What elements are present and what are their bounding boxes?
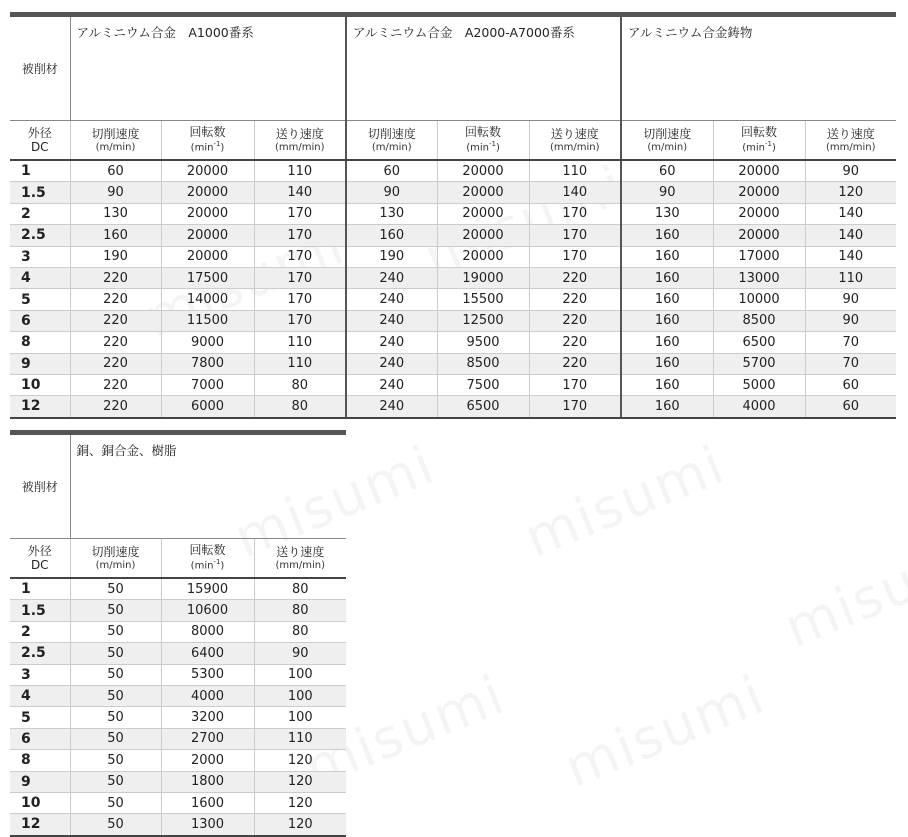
- table-row: [10, 246, 896, 267]
- speed-cell: 50: [70, 750, 161, 771]
- speed-cell: 160: [621, 246, 713, 267]
- diameter-cell: 2.5: [10, 225, 70, 246]
- diameter-cell: 2.5: [10, 643, 70, 664]
- table-row: [10, 643, 346, 664]
- speed-cell: 240: [346, 332, 437, 353]
- table-row: [10, 664, 346, 685]
- speed-cell: 50: [70, 600, 161, 621]
- material-label: 被削材: [10, 433, 70, 539]
- diameter-cell: 1.5: [10, 182, 70, 203]
- rpm-cell: 1300: [161, 814, 254, 836]
- material-group-aluminum-casting: アルミニウム合金鋳物: [621, 15, 896, 121]
- dc-header: 外径 DC: [10, 539, 70, 579]
- table-row: [10, 814, 346, 836]
- rpm-cell: 8500: [437, 353, 529, 374]
- speed-cell: 90: [346, 182, 437, 203]
- speed-cell: 50: [70, 643, 161, 664]
- feed-cell: 140: [805, 225, 896, 246]
- material-group-a2000-a7000: アルミニウム合金 A2000-A7000番系: [346, 15, 621, 121]
- speed-cell: 240: [346, 353, 437, 374]
- rpm-cell: 6400: [161, 643, 254, 664]
- speed-cell: 240: [346, 310, 437, 331]
- rpm-cell: 20000: [713, 182, 805, 203]
- speed-cell: 50: [70, 664, 161, 685]
- feed-cell: 140: [805, 246, 896, 267]
- speed-header: 切削速度 (m/min): [346, 121, 437, 161]
- dc-header: 外径 DC: [10, 121, 70, 161]
- rpm-cell: 1600: [161, 792, 254, 813]
- rpm-cell: 1800: [161, 771, 254, 792]
- rpm-cell: 20000: [713, 203, 805, 224]
- rpm-cell: 7500: [437, 374, 529, 395]
- feed-cell: 220: [529, 289, 621, 310]
- speed-cell: 160: [70, 225, 161, 246]
- feed-cell: 120: [254, 792, 346, 813]
- feed-cell: 120: [254, 814, 346, 836]
- rpm-cell: 6500: [437, 396, 529, 418]
- rpm-cell: 20000: [161, 225, 254, 246]
- diameter-cell: 9: [10, 353, 70, 374]
- feed-cell: 90: [805, 289, 896, 310]
- feed-cell: 170: [529, 203, 621, 224]
- speed-cell: 240: [346, 396, 437, 418]
- speed-cell: 160: [621, 289, 713, 310]
- speed-cell: 50: [70, 621, 161, 642]
- feed-cell: 170: [529, 396, 621, 418]
- feed-cell: 80: [254, 600, 346, 621]
- rpm-cell: 15500: [437, 289, 529, 310]
- speed-cell: 60: [621, 160, 713, 182]
- feed-cell: 170: [529, 246, 621, 267]
- table-row: [10, 396, 896, 418]
- diameter-cell: 6: [10, 728, 70, 749]
- feed-cell: 80: [254, 578, 346, 600]
- rpm-cell: 3200: [161, 707, 254, 728]
- feed-cell: 110: [529, 160, 621, 182]
- speed-cell: 50: [70, 814, 161, 836]
- speed-cell: 240: [346, 267, 437, 288]
- speed-cell: 220: [70, 353, 161, 374]
- speed-cell: 160: [346, 225, 437, 246]
- speed-header: 切削速度 (m/min): [70, 121, 161, 161]
- watermark-text: [556, 663, 774, 800]
- table-row: [10, 792, 346, 813]
- table-row: [10, 289, 896, 310]
- diameter-cell: 9: [10, 771, 70, 792]
- speed-cell: 160: [621, 310, 713, 331]
- rpm-cell: 13000: [713, 267, 805, 288]
- column-header-row: [10, 539, 346, 579]
- rpm-cell: 5300: [161, 664, 254, 685]
- rpm-cell: 2000: [161, 750, 254, 771]
- cutting-conditions-table-aluminum: [10, 12, 896, 419]
- feed-cell: 170: [254, 246, 346, 267]
- diameter-cell: 6: [10, 310, 70, 331]
- diameter-cell: 2: [10, 621, 70, 642]
- rpm-cell: 20000: [161, 182, 254, 203]
- rpm-cell: 6500: [713, 332, 805, 353]
- watermark-text: [516, 433, 734, 570]
- rpm-cell: 20000: [161, 203, 254, 224]
- speed-cell: 90: [70, 182, 161, 203]
- rpm-cell: 4000: [713, 396, 805, 418]
- diameter-cell: 3: [10, 664, 70, 685]
- diameter-cell: 1: [10, 578, 70, 600]
- speed-cell: 50: [70, 707, 161, 728]
- speed-cell: 50: [70, 578, 161, 600]
- feed-cell: 110: [254, 728, 346, 749]
- rpm-cell: 17500: [161, 267, 254, 288]
- feed-cell: 170: [254, 225, 346, 246]
- speed-cell: 190: [346, 246, 437, 267]
- table-row: [10, 353, 896, 374]
- rpm-cell: 5000: [713, 374, 805, 395]
- speed-cell: 130: [70, 203, 161, 224]
- feed-cell: 220: [529, 332, 621, 353]
- diameter-cell: 5: [10, 707, 70, 728]
- diameter-cell: 1.5: [10, 600, 70, 621]
- table-row: [10, 310, 896, 331]
- feed-cell: 220: [529, 353, 621, 374]
- table-row: [10, 750, 346, 771]
- feed-cell: 170: [529, 225, 621, 246]
- feed-header: 送り速度 (mm/min): [254, 121, 346, 161]
- diameter-cell: 8: [10, 332, 70, 353]
- feed-cell: 70: [805, 353, 896, 374]
- speed-cell: 160: [621, 267, 713, 288]
- speed-cell: 220: [70, 289, 161, 310]
- column-header-row: [10, 121, 896, 161]
- feed-cell: 220: [529, 267, 621, 288]
- speed-cell: 220: [70, 396, 161, 418]
- feed-cell: 110: [805, 267, 896, 288]
- feed-header: 送り速度 (mm/min): [805, 121, 896, 161]
- table-row: [10, 685, 346, 706]
- table-row: [10, 771, 346, 792]
- rpm-cell: 4000: [161, 685, 254, 706]
- feed-cell: 90: [805, 160, 896, 182]
- speed-cell: 240: [346, 289, 437, 310]
- speed-cell: 160: [621, 396, 713, 418]
- speed-cell: 220: [70, 267, 161, 288]
- feed-cell: 90: [254, 643, 346, 664]
- feed-cell: 170: [254, 203, 346, 224]
- rpm-header: 回転数 $(\min^{-1})$: [161, 121, 254, 161]
- feed-cell: 90: [805, 310, 896, 331]
- feed-cell: 80: [254, 621, 346, 642]
- rpm-header: 回転数 $(\min^{-1})$: [437, 121, 529, 161]
- rpm-header: 回転数 $(\min^{-1})$: [713, 121, 805, 161]
- speed-cell: 60: [70, 160, 161, 182]
- diameter-cell: 5: [10, 289, 70, 310]
- speed-cell: 240: [346, 374, 437, 395]
- rpm-cell: 5700: [713, 353, 805, 374]
- feed-cell: 70: [805, 332, 896, 353]
- speed-cell: 220: [70, 374, 161, 395]
- speed-cell: 50: [70, 685, 161, 706]
- rpm-cell: 9000: [161, 332, 254, 353]
- table-row: [10, 728, 346, 749]
- rpm-cell: 8500: [713, 310, 805, 331]
- material-label: 被削材: [10, 15, 70, 121]
- speed-cell: 190: [70, 246, 161, 267]
- watermark-text: [776, 523, 908, 660]
- feed-cell: 170: [254, 289, 346, 310]
- speed-cell: 90: [621, 182, 713, 203]
- material-group-a1000: アルミニウム合金 A1000番系: [70, 15, 346, 121]
- diameter-cell: 12: [10, 814, 70, 836]
- rpm-cell: 20000: [713, 160, 805, 182]
- rpm-cell: 20000: [437, 160, 529, 182]
- speed-cell: 60: [346, 160, 437, 182]
- diameter-cell: 12: [10, 396, 70, 418]
- feed-cell: 60: [805, 374, 896, 395]
- feed-cell: 80: [254, 374, 346, 395]
- diameter-cell: 2: [10, 203, 70, 224]
- rpm-cell: 10600: [161, 600, 254, 621]
- speed-cell: 220: [70, 332, 161, 353]
- speed-cell: 160: [621, 332, 713, 353]
- feed-cell: 110: [254, 160, 346, 182]
- speed-cell: 160: [621, 353, 713, 374]
- table-row: [10, 203, 896, 224]
- feed-cell: 120: [805, 182, 896, 203]
- table-row: [10, 225, 896, 246]
- rpm-cell: 20000: [713, 225, 805, 246]
- speed-cell: 220: [70, 310, 161, 331]
- rpm-cell: 10000: [713, 289, 805, 310]
- diameter-cell: 8: [10, 750, 70, 771]
- table-row: [10, 374, 896, 395]
- rpm-cell: 14000: [161, 289, 254, 310]
- table-row: [10, 707, 346, 728]
- rpm-cell: 20000: [161, 246, 254, 267]
- rpm-cell: 20000: [437, 182, 529, 203]
- table-row: [10, 621, 346, 642]
- speed-cell: 50: [70, 792, 161, 813]
- rpm-cell: 20000: [437, 225, 529, 246]
- diameter-cell: 4: [10, 267, 70, 288]
- feed-header: 送り速度 (mm/min): [254, 539, 346, 579]
- feed-cell: 140: [529, 182, 621, 203]
- rpm-cell: 20000: [437, 246, 529, 267]
- rpm-cell: 15900: [161, 578, 254, 600]
- rpm-cell: 11500: [161, 310, 254, 331]
- feed-cell: 170: [254, 310, 346, 331]
- feed-cell: 170: [254, 267, 346, 288]
- table-row: [10, 332, 896, 353]
- feed-cell: 140: [805, 203, 896, 224]
- diameter-cell: 4: [10, 685, 70, 706]
- feed-cell: 110: [254, 332, 346, 353]
- material-group-copper-resin: 銅、銅合金、樹脂: [70, 433, 346, 539]
- diameter-cell: 3: [10, 246, 70, 267]
- speed-cell: 50: [70, 771, 161, 792]
- speed-cell: 130: [346, 203, 437, 224]
- table-row: [10, 160, 896, 182]
- feed-cell: 110: [254, 353, 346, 374]
- rpm-cell: 12500: [437, 310, 529, 331]
- rpm-cell: 20000: [437, 203, 529, 224]
- speed-cell: 160: [621, 225, 713, 246]
- rpm-cell: 20000: [161, 160, 254, 182]
- table-row: [10, 578, 346, 600]
- speed-cell: 160: [621, 374, 713, 395]
- cutting-conditions-table-copper-resin: [10, 430, 346, 837]
- diameter-cell: 10: [10, 374, 70, 395]
- feed-cell: 100: [254, 664, 346, 685]
- rpm-cell: 19000: [437, 267, 529, 288]
- feed-cell: 220: [529, 310, 621, 331]
- speed-cell: 130: [621, 203, 713, 224]
- rpm-cell: 7000: [161, 374, 254, 395]
- diameter-cell: 10: [10, 792, 70, 813]
- speed-header: 切削速度 (m/min): [621, 121, 713, 161]
- feed-cell: 80: [254, 396, 346, 418]
- rpm-cell: 9500: [437, 332, 529, 353]
- rpm-cell: 7800: [161, 353, 254, 374]
- feed-cell: 170: [529, 374, 621, 395]
- speed-cell: 50: [70, 728, 161, 749]
- table-row: [10, 600, 346, 621]
- rpm-cell: 2700: [161, 728, 254, 749]
- rpm-header: 回転数 $(\min^{-1})$: [161, 539, 254, 579]
- table-row: [10, 182, 896, 203]
- feed-cell: 140: [254, 182, 346, 203]
- feed-header: 送り速度 (mm/min): [529, 121, 621, 161]
- feed-cell: 120: [254, 750, 346, 771]
- table-row: [10, 267, 896, 288]
- feed-cell: 60: [805, 396, 896, 418]
- rpm-cell: 6000: [161, 396, 254, 418]
- rpm-cell: 8000: [161, 621, 254, 642]
- speed-header: 切削速度 (m/min): [70, 539, 161, 579]
- feed-cell: 100: [254, 707, 346, 728]
- rpm-cell: 17000: [713, 246, 805, 267]
- diameter-cell: 1: [10, 160, 70, 182]
- feed-cell: 120: [254, 771, 346, 792]
- feed-cell: 100: [254, 685, 346, 706]
